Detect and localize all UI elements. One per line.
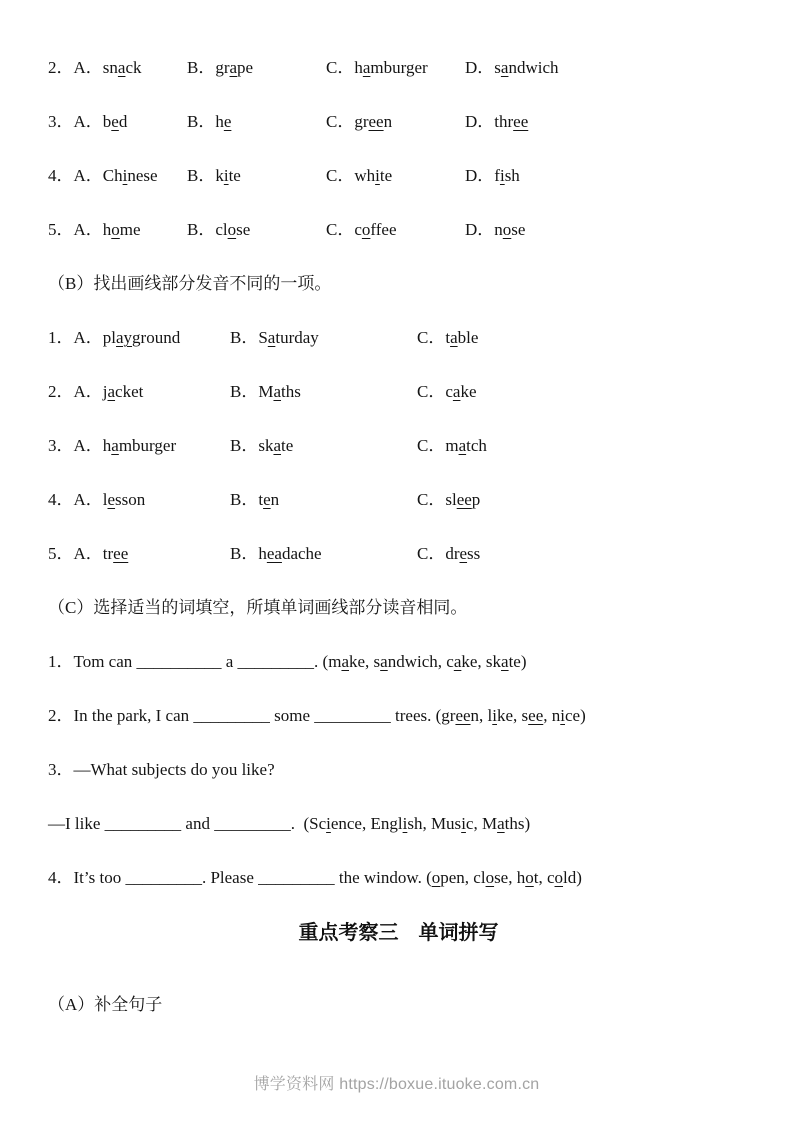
option-a: 4．A．Chinese bbox=[48, 166, 158, 185]
option-c: C．sleep bbox=[417, 490, 481, 509]
option-c: C．green bbox=[326, 112, 393, 131]
fill-in-sentence: 1．Tom can __________ a _________. (make, sandwich, cake, skate) bbox=[48, 652, 527, 671]
option-b: B．close bbox=[187, 220, 251, 239]
option-b: B．headache bbox=[230, 544, 322, 563]
option-b: B．ten bbox=[230, 490, 280, 509]
fill-in-sentence: 4．It’s too _________. Please _________ the window. (open, close, hot, cold) bbox=[48, 868, 582, 887]
section-c-header: （C）选择适当的词填空，所填单词画线部分读音相同。 bbox=[48, 598, 468, 617]
option-b: B．Maths bbox=[230, 382, 301, 401]
question-row bbox=[48, 56, 749, 79]
option-d: D．sandwich bbox=[465, 58, 559, 77]
question-row bbox=[48, 434, 749, 457]
question-row bbox=[48, 164, 749, 187]
option-a: 3．A．hamburger bbox=[48, 436, 177, 455]
option-d: D．fish bbox=[465, 166, 520, 185]
option-c: C．white bbox=[326, 166, 393, 185]
option-a: 2．A．jacket bbox=[48, 382, 144, 401]
option-a: 5．A．tree bbox=[48, 544, 129, 563]
question-row bbox=[48, 110, 749, 133]
fill-in-sentence: —I like _________ and _________. (Science, English, Music, Maths) bbox=[48, 814, 531, 833]
watermark-footer: 博学资料网 https://boxue.ituoke.com.cn bbox=[253, 1076, 540, 1093]
option-d: D．nose bbox=[465, 220, 526, 239]
option-c: C．hamburger bbox=[326, 58, 428, 77]
question-row bbox=[48, 488, 749, 511]
option-c: C．match bbox=[417, 436, 487, 455]
question-row bbox=[48, 326, 749, 349]
section-a-subheader: （A）补全句子 bbox=[48, 995, 163, 1014]
question-row bbox=[48, 542, 749, 565]
fill-in-sentence: 3．—What subjects do you like? bbox=[48, 760, 275, 779]
option-c: C．table bbox=[417, 328, 479, 347]
option-c: C．dress bbox=[417, 544, 481, 563]
question-row bbox=[48, 218, 749, 241]
option-d: D．three bbox=[465, 112, 529, 131]
question-row bbox=[48, 380, 749, 403]
section-b-header: （B）找出画线部分发音不同的一项。 bbox=[48, 274, 332, 293]
option-b: B．kite bbox=[187, 166, 241, 185]
option-a: 3．A．bed bbox=[48, 112, 128, 131]
option-c: C．cake bbox=[417, 382, 477, 401]
option-a: 1．A．playground bbox=[48, 328, 181, 347]
option-c: C．coffee bbox=[326, 220, 397, 239]
option-b: B．grape bbox=[187, 58, 254, 77]
option-a: 4．A．lesson bbox=[48, 490, 146, 509]
fill-in-sentence: 2．In the park, I can _________ some _________ trees. (green, like, see, nice) bbox=[48, 706, 586, 725]
option-b: B．Saturday bbox=[230, 328, 319, 347]
option-b: B．he bbox=[187, 112, 232, 131]
option-a: 5．A．home bbox=[48, 220, 141, 239]
option-a: 2．A．snack bbox=[48, 58, 142, 77]
section-heading: 重点考察三 单词拼写 bbox=[298, 922, 499, 944]
option-b: B．skate bbox=[230, 436, 294, 455]
